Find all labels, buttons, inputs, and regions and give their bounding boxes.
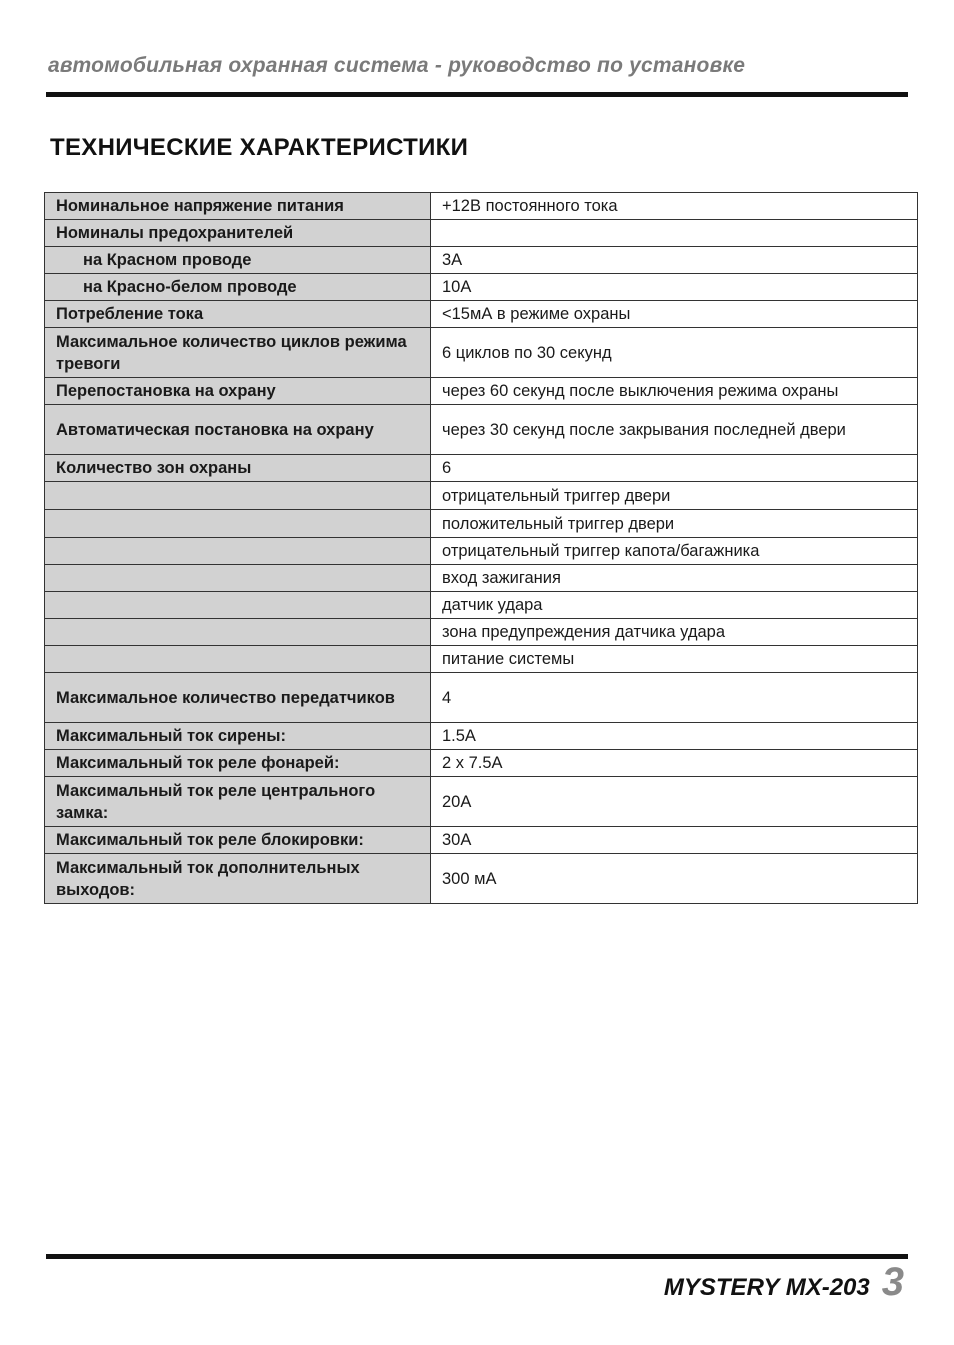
spec-value: отрицательный триггер двери bbox=[431, 482, 918, 510]
spec-parameter: Максимальный ток реле фонарей: bbox=[45, 750, 431, 777]
section-title: ТЕХНИЧЕСКИЕ ХАРАКТЕРИСТИКИ bbox=[50, 134, 469, 161]
spec-value: отрицательный триггер капота/багажника bbox=[431, 538, 918, 565]
spec-value: вход зажигания bbox=[431, 565, 918, 592]
spec-row bbox=[45, 538, 918, 565]
spec-parameter bbox=[45, 619, 431, 646]
spec-parameter: на Красно-белом проводе bbox=[45, 274, 431, 301]
spec-row bbox=[45, 274, 918, 301]
spec-row bbox=[45, 592, 918, 619]
spec-value: датчик удара bbox=[431, 592, 918, 619]
spec-row bbox=[45, 565, 918, 592]
footer bbox=[664, 1260, 904, 1305]
spec-parameter: Номинальное напряжение питания bbox=[45, 193, 431, 220]
spec-row bbox=[45, 619, 918, 646]
spec-parameter: Перепостановка на охрану bbox=[45, 378, 431, 405]
specifications-table-body bbox=[45, 193, 918, 904]
spec-value: 2 х 7.5А bbox=[431, 750, 918, 777]
spec-row bbox=[45, 247, 918, 274]
spec-value: 300 мА bbox=[431, 854, 918, 904]
spec-parameter bbox=[45, 538, 431, 565]
spec-parameter bbox=[45, 482, 431, 510]
running-header: автомобильная охранная система - руководство по установке bbox=[48, 54, 746, 77]
spec-value: 6 циклов по 30 секунд bbox=[431, 328, 918, 378]
spec-row bbox=[45, 220, 918, 247]
spec-row bbox=[45, 673, 918, 723]
spec-value bbox=[431, 220, 918, 247]
spec-row bbox=[45, 482, 918, 510]
spec-value: через 30 секунд после закрывания последней двери bbox=[431, 405, 918, 455]
spec-parameter: Максимальный ток реле блокировки: bbox=[45, 827, 431, 854]
spec-parameter: Номиналы предохранителей bbox=[45, 220, 431, 247]
spec-parameter: Количество зон охраны bbox=[45, 455, 431, 482]
spec-parameter: Автоматическая постановка на охрану bbox=[45, 405, 431, 455]
spec-value: <15мА в режиме охраны bbox=[431, 301, 918, 328]
spec-row bbox=[45, 723, 918, 750]
spec-row bbox=[45, 510, 918, 538]
spec-row bbox=[45, 750, 918, 777]
spec-row bbox=[45, 646, 918, 673]
spec-parameter: Максимальный ток реле центрального замка: bbox=[45, 777, 431, 827]
spec-value: 3А bbox=[431, 247, 918, 274]
spec-row bbox=[45, 378, 918, 405]
spec-value: 1.5А bbox=[431, 723, 918, 750]
spec-value: через 60 секунд после выключения режима охраны bbox=[431, 378, 918, 405]
spec-parameter: Максимальный ток сирены: bbox=[45, 723, 431, 750]
spec-value: зона предупреждения датчика удара bbox=[431, 619, 918, 646]
spec-row bbox=[45, 777, 918, 827]
spec-row bbox=[45, 405, 918, 455]
header-rule bbox=[46, 92, 908, 97]
spec-row bbox=[45, 455, 918, 482]
spec-row bbox=[45, 301, 918, 328]
spec-row bbox=[45, 193, 918, 220]
spec-parameter: Максимальное количество передатчиков bbox=[45, 673, 431, 723]
spec-parameter: Максимальный ток дополнительных выходов: bbox=[45, 854, 431, 904]
spec-parameter bbox=[45, 592, 431, 619]
spec-value: положительный триггер двери bbox=[431, 510, 918, 538]
spec-parameter: Максимальное количество циклов режима тревоги bbox=[45, 328, 431, 378]
spec-parameter: Потребление тока bbox=[45, 301, 431, 328]
spec-row bbox=[45, 827, 918, 854]
spec-row bbox=[45, 328, 918, 378]
spec-value: 6 bbox=[431, 455, 918, 482]
footer-rule bbox=[46, 1254, 908, 1259]
spec-parameter bbox=[45, 565, 431, 592]
spec-value: питание системы bbox=[431, 646, 918, 673]
spec-parameter bbox=[45, 646, 431, 673]
spec-parameter: на Красном проводе bbox=[45, 247, 431, 274]
model-name: MYSTERY MX-203 bbox=[663, 1274, 870, 1301]
page-number: 3 bbox=[881, 1260, 904, 1304]
spec-row bbox=[45, 854, 918, 904]
spec-value: +12В постоянного тока bbox=[431, 193, 918, 220]
spec-value: 20А bbox=[431, 777, 918, 827]
spec-value: 10А bbox=[431, 274, 918, 301]
spec-value: 4 bbox=[431, 673, 918, 723]
spec-parameter bbox=[45, 510, 431, 538]
specifications-table bbox=[44, 192, 918, 904]
spec-value: 30А bbox=[431, 827, 918, 854]
